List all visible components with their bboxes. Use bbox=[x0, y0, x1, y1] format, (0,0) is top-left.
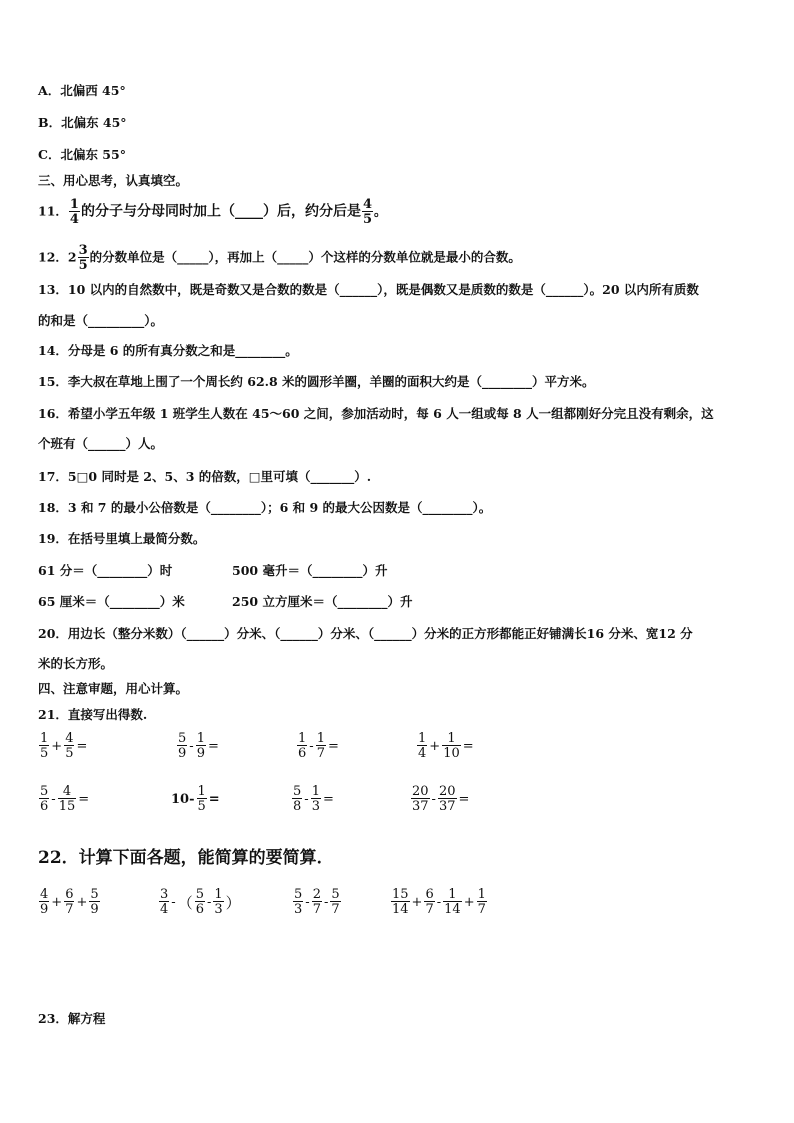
expression-21-7: $\frac{5}{8}$ - $\frac{1}{3}$ = bbox=[293, 784, 334, 814]
question-14: 14．分母是 6 的所有真分数之和是________。 bbox=[38, 343, 298, 358]
question-20-line-1: 20．用边长（整分米数）（______）分米、（______）分米、（______）分米的正方形都能正好铺满长16 分米、宽12 分 bbox=[38, 626, 693, 641]
expression-21-8: $\frac{20}{37}$ - $\frac{20}{37}$ = bbox=[412, 784, 470, 814]
question-11: 11． $\frac{1}{4}$ 的分子与分母同时加上（____）后，约分后是 $\frac{4}{5}$ 。 bbox=[38, 197, 387, 227]
question-18: 18．3 和 7 的最小公倍数是（________）；6 和 9 的最大公因数是（________）。 bbox=[38, 500, 492, 515]
question-19-r2a: 65 厘米＝（________）米 bbox=[38, 594, 185, 609]
expression-22-3: $\frac{5}{3}$ - $\frac{2}{7}$ - $\frac{5}{7}$ bbox=[294, 887, 340, 917]
expression-21-6: 10- $\frac{1}{5}$ = bbox=[171, 784, 220, 814]
question-17: 17．5□0 同时是 2、5、3 的倍数，□里可填（_______）. bbox=[38, 469, 372, 484]
expression-21-3: $\frac{1}{6}$ - $\frac{1}{7}$ = bbox=[298, 731, 339, 761]
fraction: $\frac{3}{5}$ bbox=[78, 243, 88, 273]
fraction: $\frac{1}{4}$ bbox=[69, 197, 79, 227]
choice-b: B．北偏东 45° bbox=[38, 115, 127, 130]
question-19-r1a: 61 分＝（________）时 bbox=[38, 563, 173, 578]
question-13-line-2: 的和是（_________）。 bbox=[38, 313, 164, 328]
question-23-title: 23．解方程 bbox=[38, 1011, 106, 1026]
expression-22-4: $\frac{15}{14}$ + $\frac{6}{7}$ - $\frac{1}{14}$ + $\frac{1}{7}$ bbox=[392, 887, 486, 917]
question-21-title: 21．直接写出得数. bbox=[38, 707, 148, 722]
question-16-line-2: 个班有（______）人。 bbox=[38, 436, 164, 451]
question-13-line-1: 13．10 以内的自然数中，既是奇数又是合数的数是（______），既是偶数又是质数的数是（______）。20 以内所有质数 bbox=[38, 282, 699, 297]
expression-21-2: $\frac{5}{9}$ - $\frac{1}{9}$ = bbox=[178, 731, 219, 761]
question-19-r1b: 500 毫升＝（________）升 bbox=[232, 563, 388, 578]
fraction: $\frac{4}{5}$ bbox=[362, 197, 372, 227]
section-3-title: 三、用心思考，认真填空。 bbox=[38, 173, 189, 188]
choice-a: A．北偏西 45° bbox=[38, 83, 126, 98]
expression-22-2: $\frac{3}{4}$ - （ $\frac{5}{6}$ - $\frac{1}{3}$ ） bbox=[160, 887, 241, 917]
expression-21-5: $\frac{5}{6}$ - $\frac{4}{15}$ = bbox=[40, 784, 90, 814]
choice-c: C．北偏东 55° bbox=[38, 147, 126, 162]
question-19-title: 19．在括号里填上最简分数。 bbox=[38, 531, 206, 546]
question-19-r2b: 250 立方厘米＝（________）升 bbox=[232, 594, 413, 609]
question-22-title: 22．计算下面各题，能简算的要简算． bbox=[38, 848, 334, 868]
expression-22-1: $\frac{4}{9}$ + $\frac{6}{7}$ + $\frac{5}{9}$ bbox=[40, 887, 99, 917]
question-16-line-1: 16．希望小学五年级 1 班学生人数在 45～60 之间，参加活动时，每 6 人一组或每 8 人一组都刚好分完且没有剩余，这 bbox=[38, 406, 714, 421]
section-4-title: 四、注意审题，用心计算。 bbox=[38, 681, 189, 696]
expression-21-1: $\frac{1}{5}$ + $\frac{4}{5}$ = bbox=[40, 731, 88, 761]
question-20-line-2: 米的长方形。 bbox=[38, 656, 114, 671]
expression-21-4: $\frac{1}{4}$ + $\frac{1}{10}$ = bbox=[418, 731, 474, 761]
question-15: 15．李大叔在草地上围了一个周长约 62.8 米的圆形羊圈，羊圈的面积大约是（________）平方米。 bbox=[38, 374, 595, 389]
question-12: 12．2 $\frac{3}{5}$ 的分数单位是（_____），再加上（_____）个这样的分数单位就是最小的合数。 bbox=[38, 243, 521, 273]
